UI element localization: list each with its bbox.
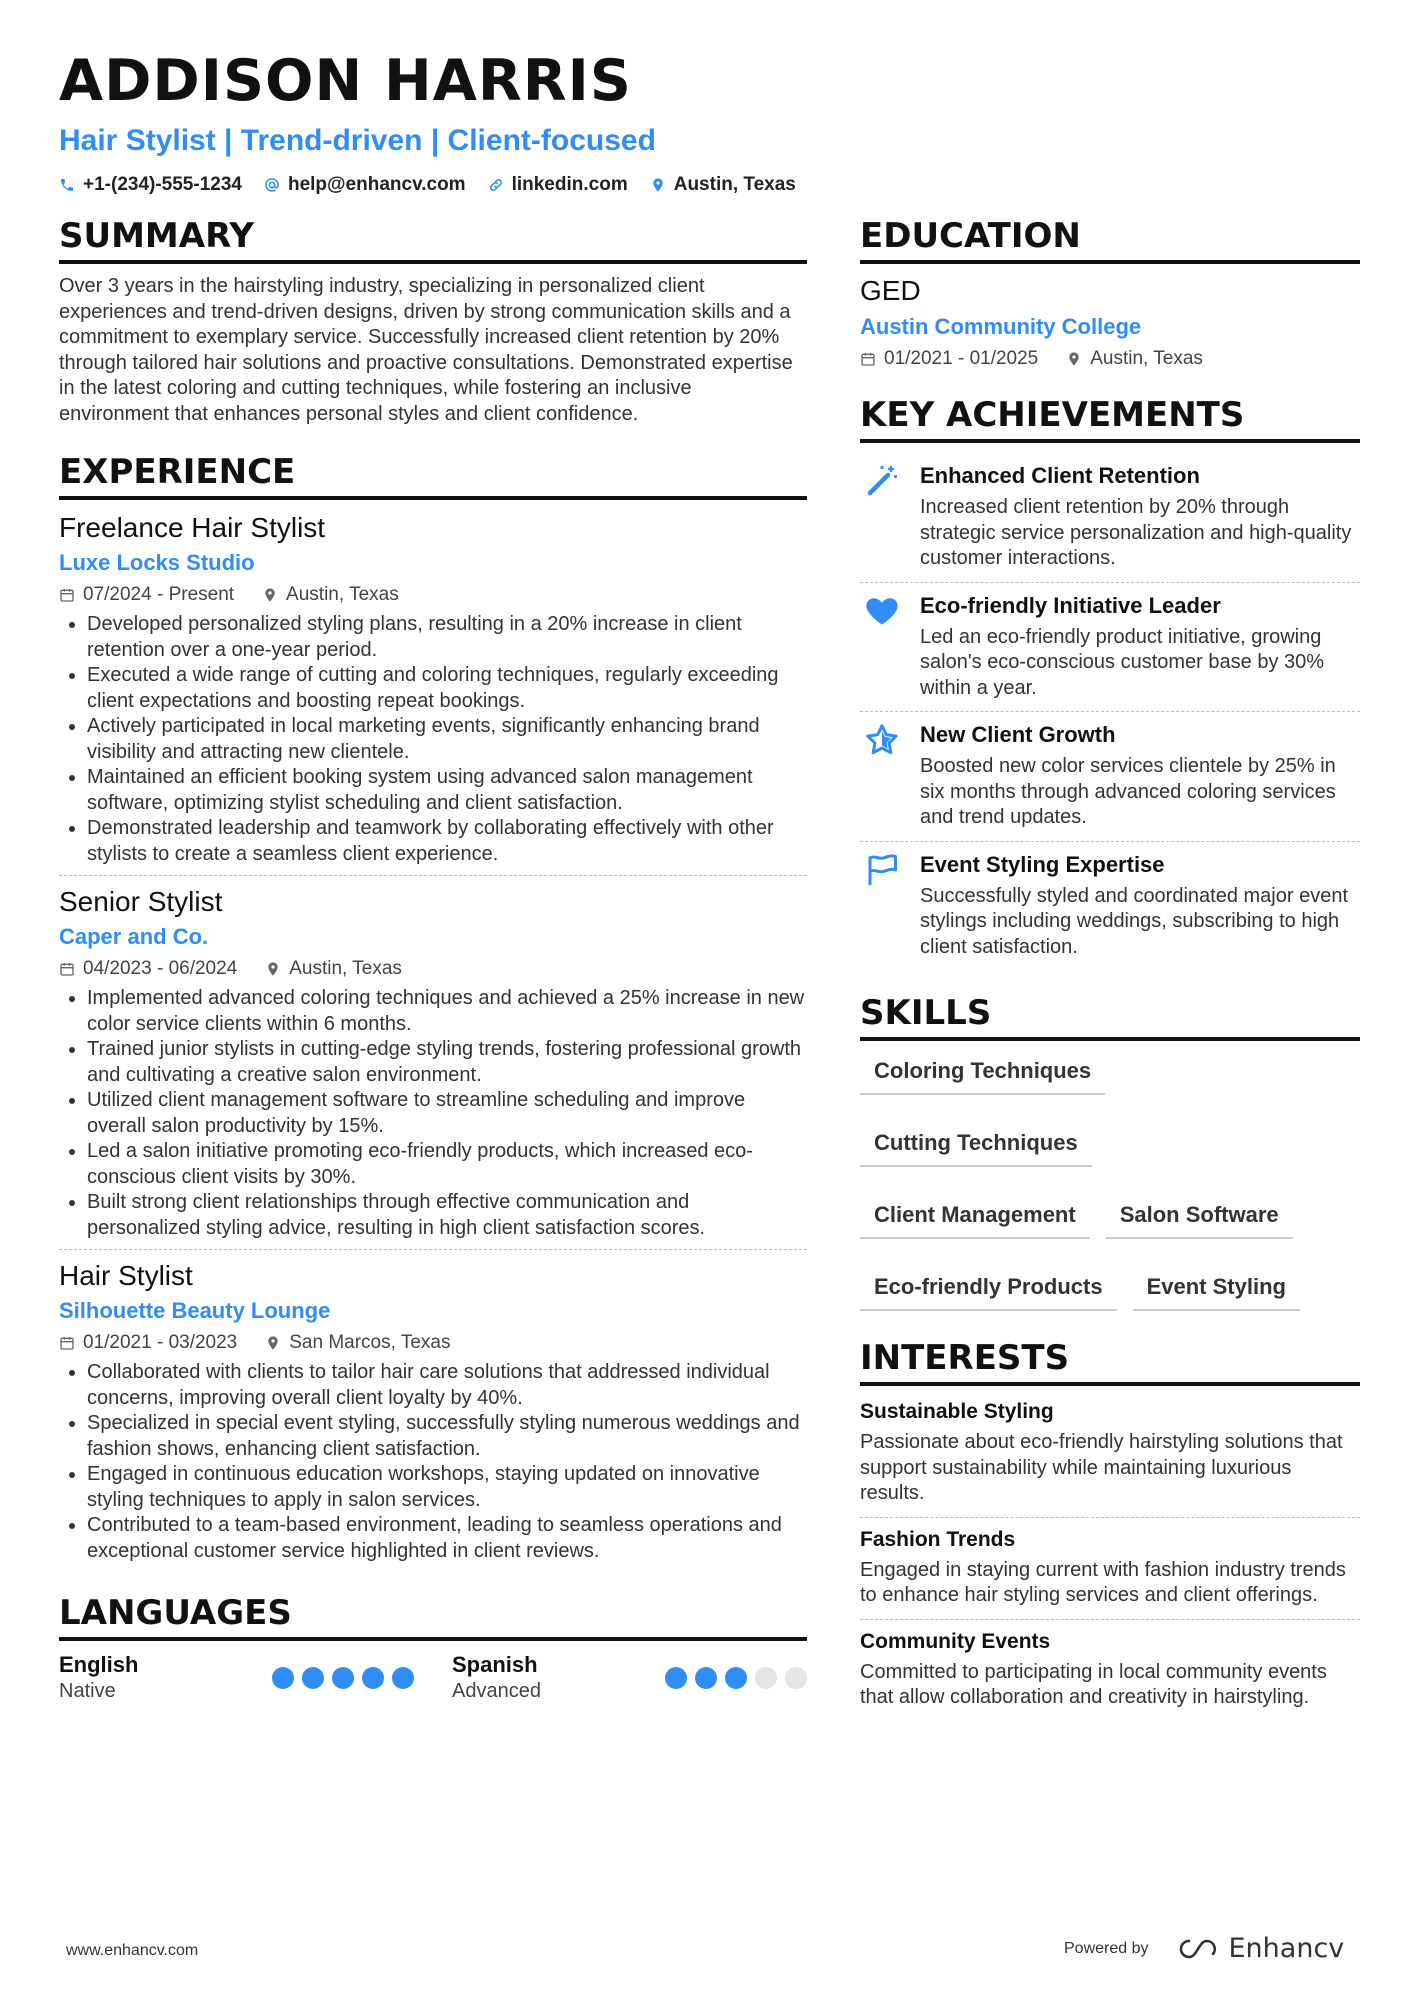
languages-list (59, 1651, 807, 1704)
language-name: English (59, 1652, 139, 1677)
education-dates (860, 346, 1038, 372)
achievement-desc: Successfully styled and coordinated major event stylings including weddings, subscribing to high client satisfaction. (920, 884, 1349, 958)
interest-item (860, 1626, 1360, 1721)
contact-location-text: Austin, Texas (673, 174, 796, 195)
job-dates-text: 07/2024 - Present (83, 584, 235, 605)
degree-name: GED (860, 275, 921, 306)
interest-desc: Passionate about eco-friendly hairstyling solutions that support sustainability while maintaining luxurious results. (860, 1431, 1343, 1504)
left-column (59, 215, 807, 1704)
skill-tag: Salon Software (1106, 1195, 1293, 1239)
enhancv-logo-icon (1175, 1937, 1221, 1961)
contact-location (650, 174, 796, 196)
language-name: Spanish (452, 1652, 538, 1677)
skill-tag: Coloring Techniques (860, 1051, 1105, 1095)
star-icon (864, 722, 900, 758)
achievement-desc: Increased client retention by 20% through strategic service personalization and high-quality customer interactions. (920, 496, 1352, 569)
job-dates-text: 04/2023 - 06/2024 (83, 958, 238, 979)
interest-title: Fashion Trends (860, 1527, 1016, 1551)
education-location-text: Austin, Texas (1090, 348, 1203, 369)
job-entry (59, 510, 807, 876)
contact-linkedin[interactable] (488, 174, 628, 196)
job-entry (59, 884, 807, 1250)
achievements-section (860, 394, 1360, 970)
achievement-title: Event Styling Expertise (920, 851, 1165, 877)
skills-heading: SKILLS (860, 992, 1360, 1041)
phone-icon (59, 177, 75, 193)
job-bullet: • Trained junior stylists in cutting-edge styling trends, fostering professional growth and cultivating a creative salon environment. (87, 1037, 807, 1088)
job-meta (59, 582, 807, 608)
contact-phone-text: +1-(234)-555-1234 (83, 174, 242, 195)
job-dates (59, 582, 234, 608)
education-section (860, 215, 1360, 372)
company-name: Silhouette Beauty Lounge (59, 1298, 331, 1323)
job-bullet: • Specialized in special event styling, successfully styling numerous weddings and fashion shows, enhancing client satisfaction. (87, 1411, 807, 1462)
calendar-icon (59, 587, 75, 603)
calendar-icon (59, 1335, 75, 1351)
job-bullet: • Collaborated with clients to tailor hair care solutions that addressed individual concerns, improving overall client loyalty by 40%. (87, 1360, 807, 1411)
footer-branding (1064, 1933, 1344, 1964)
job-bullet: • Maintained an efficient booking system using advanced salon management software, optimizing stylist scheduling and client satisfaction. (87, 765, 807, 816)
job-bullet: • Contributed to a team-based environment, leading to seamless operations and exceptional customer service highlighted in client reviews. (87, 1513, 807, 1564)
job-title: Hair Stylist (59, 1260, 193, 1291)
company-name: Caper and Co. (59, 924, 209, 949)
job-location-text: San Marcos, Texas (289, 1332, 451, 1353)
achievement-title: New Client Growth (920, 722, 1116, 747)
contact-email[interactable] (264, 174, 466, 196)
location-pin-icon (650, 177, 666, 193)
brand-name: Enhancv (1228, 1933, 1345, 1964)
rating-dot-empty (755, 1667, 777, 1689)
job-bullet: • Executed a wide range of cutting and coloring techniques, regularly exceeding client expectations and boosting repeat bookings. (87, 663, 807, 714)
interest-title: Community Events (860, 1629, 1051, 1653)
summary-heading: SUMMARY (59, 215, 807, 264)
rating-dot-filled (332, 1667, 354, 1689)
achievement-item (860, 842, 1360, 971)
achievements-heading: KEY ACHIEVEMENTS (860, 394, 1360, 443)
achievement-desc: Boosted new color services clientele by 25% in six months through advanced coloring services and trend updates. (920, 755, 1336, 828)
education-meta (860, 346, 1360, 372)
achievement-desc: Led an eco-friendly product initiative, growing salon's eco-conscious customer base by 30% within a year. (920, 625, 1325, 699)
contact-phone[interactable] (59, 174, 242, 196)
job-bullets (59, 1360, 807, 1564)
interests-heading: INTERESTS (860, 1337, 1360, 1386)
skills-list (860, 1051, 1360, 1311)
rating-dot-filled (272, 1667, 294, 1689)
education-dates-text: 01/2021 - 01/2025 (884, 348, 1039, 369)
rating-dot-filled (665, 1667, 687, 1689)
company-name: Luxe Locks Studio (59, 550, 255, 575)
right-column (860, 215, 1360, 1727)
job-meta (59, 956, 807, 982)
contact-email-text: help@enhancv.com (287, 174, 466, 195)
candidate-name: ADDISON HARRIS (59, 48, 632, 114)
job-bullet: • Demonstrated leadership and teamwork by collaborating effectively with other stylists to create a seamless client experience. (87, 816, 807, 867)
language-rating (665, 1667, 807, 1689)
contact-linkedin-text: linkedin.com (511, 174, 628, 195)
job-location-text: Austin, Texas (286, 584, 399, 605)
rating-dot-filled (362, 1667, 384, 1689)
link-icon (488, 177, 504, 193)
job-location (262, 582, 399, 608)
achievement-item (860, 583, 1360, 713)
job-location (265, 1330, 450, 1356)
heart-icon (864, 593, 900, 629)
achievement-title: Enhanced Client Retention (920, 463, 1200, 488)
job-title: Freelance Hair Stylist (59, 512, 326, 543)
rating-dot-filled (725, 1667, 747, 1689)
skill-tag: Cutting Techniques (860, 1123, 1092, 1167)
job-bullet: • Implemented advanced coloring techniques and achieved a 25% increase in new color service clients within 6 months. (87, 986, 807, 1037)
location-pin-icon (262, 587, 278, 603)
interest-desc: Committed to participating in local community events that allow collaboration and creativity in hairstyling. (860, 1660, 1327, 1708)
achievement-item (860, 712, 1360, 842)
achievement-title: Eco-friendly Initiative Leader (920, 592, 1221, 618)
languages-heading: LANGUAGES (59, 1592, 807, 1641)
skill-tag: Eco-friendly Products (860, 1267, 1117, 1311)
job-meta (59, 1330, 807, 1356)
enhancv-logo[interactable] (1175, 1933, 1345, 1964)
education-heading: EDUCATION (860, 215, 1360, 264)
flag-icon (864, 852, 900, 888)
job-bullet: • Built strong client relationships through effective communication and personalized styling advice, resulting in high client satisfaction scores. (87, 1190, 807, 1241)
job-dates (59, 956, 237, 982)
summary-text: Over 3 years in the hairstyling industry, specializing in personalized client experiences and trend-driven designs, driven by strong communication skills and a commitment to exemplary service. Successfully increased client retention by 20% through tailored hair solutions and proactive consultations. Demonstrated expertise in the latest coloring and cutting techniques, while fostering an inclusive environment that enhances personal styles and client confidence. (59, 275, 793, 425)
interest-item (860, 1396, 1360, 1518)
language-item (59, 1651, 414, 1704)
language-level: Advanced (452, 1680, 541, 1702)
skills-section (860, 992, 1360, 1311)
magic-wand-icon (864, 463, 900, 499)
calendar-icon (59, 961, 75, 977)
contact-bar (59, 174, 1359, 196)
achievement-item (860, 453, 1360, 583)
job-location-text: Austin, Texas (289, 958, 402, 979)
language-rating (272, 1667, 414, 1689)
skill-tag: Client Management (860, 1195, 1090, 1239)
resume-header (59, 46, 1359, 196)
job-dates-text: 01/2021 - 03/2023 (83, 1332, 238, 1353)
education-location (1066, 346, 1203, 372)
language-item (452, 1651, 807, 1704)
skill-tag: Event Styling (1133, 1267, 1300, 1311)
job-location (265, 956, 402, 982)
language-level: Native (59, 1680, 116, 1702)
interest-item (860, 1524, 1360, 1620)
summary-section (59, 215, 807, 427)
rating-dot-filled (392, 1667, 414, 1689)
job-bullet: • Actively participated in local marketing events, significantly enhancing brand visibility and attracting new clientele. (87, 714, 807, 765)
interest-title: Sustainable Styling (860, 1400, 1054, 1423)
job-bullet: • Developed personalized styling plans, resulting in a 20% increase in client retention over a one-year period. (87, 612, 807, 663)
rating-dot-filled (302, 1667, 324, 1689)
job-dates (59, 1330, 237, 1356)
rating-dot-filled (695, 1667, 717, 1689)
location-pin-icon (265, 961, 281, 977)
calendar-icon (860, 351, 876, 367)
at-icon (264, 177, 280, 193)
interest-desc: Engaged in staying current with fashion industry trends to enhance hair styling services and client offerings. (860, 1558, 1346, 1606)
experience-section (59, 451, 807, 1572)
experience-heading: EXPERIENCE (59, 451, 807, 500)
job-bullet: • Engaged in continuous education workshops, staying updated on innovative styling techniques to apply in salon services. (87, 1462, 807, 1513)
location-pin-icon (265, 1335, 281, 1351)
rating-dot-empty (785, 1667, 807, 1689)
footer-website[interactable]: www.enhancv.com (66, 1942, 199, 1959)
job-bullets (59, 612, 807, 867)
job-bullets (59, 986, 807, 1241)
school-name: Austin Community College (860, 314, 1142, 339)
job-bullet: • Led a salon initiative promoting eco-friendly products, which increased eco-conscious client visits by 30%. (87, 1139, 807, 1190)
location-pin-icon (1066, 351, 1082, 367)
job-bullet: • Utilized client management software to streamline scheduling and improve overall salon productivity by 15%. (87, 1088, 807, 1139)
powered-by-label: Powered by (1064, 1939, 1149, 1957)
candidate-tagline: Hair Stylist | Trend-driven | Client-focused (59, 124, 656, 157)
interests-section (860, 1337, 1360, 1721)
job-title: Senior Stylist (59, 886, 223, 917)
languages-section (59, 1592, 807, 1704)
job-entry (59, 1258, 807, 1572)
